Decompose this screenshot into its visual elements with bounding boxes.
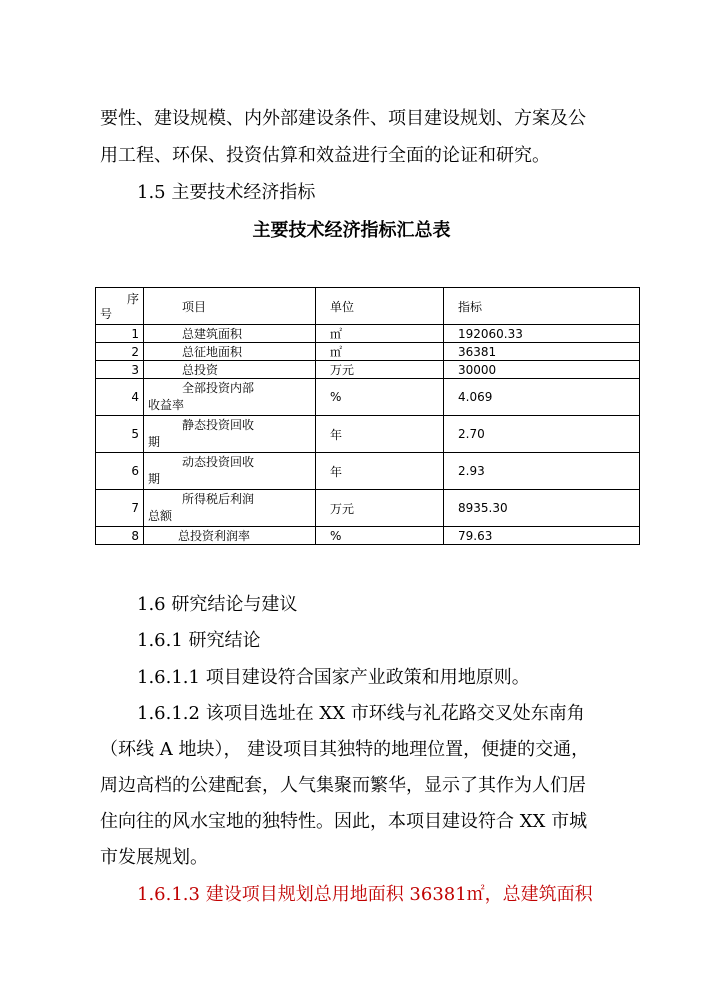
- paragraph-line: 住向往的风水宝地的独特性。因此，本项目建设符合 XX 市城: [100, 811, 588, 832]
- table-row: 8 总投资利润率 % 79.63: [96, 527, 640, 545]
- table-row: 4 全部投资内部 收益率 % 4.069: [96, 379, 640, 416]
- section-heading-1-6: 1.6 研究结论与建议: [137, 594, 298, 615]
- table-row: 3 总投资 万元 30000: [96, 361, 640, 379]
- table-header-row: [96, 288, 640, 325]
- table-row: 1 总建筑面积 ㎡ 192060.33: [96, 325, 640, 343]
- paragraph-line: 周边高档的公建配套，人气集聚而繁华，显示了其作为人们居: [100, 775, 586, 796]
- table-row: 7 所得税后利润 总额 万元 8935.30: [96, 490, 640, 527]
- paragraph-line: 要性、建设规模、内外部建设条件、项目建设规划、方案及公: [100, 108, 586, 129]
- header-item: 项目: [144, 288, 316, 325]
- paragraph-line: 用工程、环保、投资估算和效益进行全面的论证和研究。: [100, 145, 550, 166]
- section-heading-1-5: 1.5 主要技术经济指标: [137, 182, 316, 203]
- section-heading-1-6-1: 1.6.1 研究结论: [137, 630, 261, 651]
- indicator-table: [95, 287, 640, 545]
- table-row: 6 动态投资回收 期 年 2.93: [96, 453, 640, 490]
- paragraph-line: 1.6.1.2 该项目选址在 XX 市环线与礼花路交叉处东南角: [137, 703, 585, 724]
- table-row: 2 总征地面积 ㎡ 36381: [96, 343, 640, 361]
- table-row: 5 静态投资回收 期 年 2.70: [96, 416, 640, 453]
- paragraph-1-6-1-1: 1.6.1.1 项目建设符合国家产业政策和用地原则。: [137, 667, 530, 688]
- table-title: 主要技术经济指标汇总表: [252, 220, 451, 241]
- paragraph-1-6-1-3-highlighted: 1.6.1.3 建设项目规划总用地面积 36381㎡，总建筑面积: [137, 884, 593, 905]
- header-no: 序 号: [96, 288, 144, 325]
- paragraph-line: （环线 A 地块）， 建设项目其独特的地理位置，便捷的交通，: [100, 739, 590, 760]
- header-unit: 单位: [316, 288, 444, 325]
- header-value: 指标: [444, 288, 640, 325]
- paragraph-line: 市发展规划。: [100, 847, 208, 868]
